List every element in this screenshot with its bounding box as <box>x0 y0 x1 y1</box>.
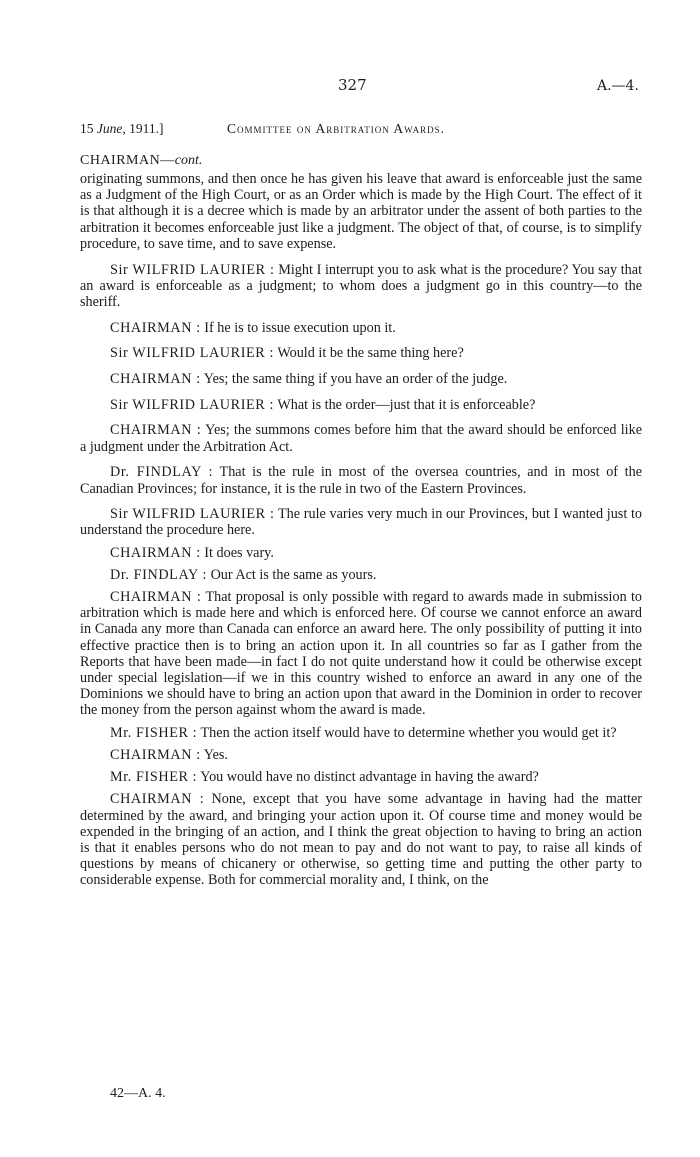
speaker-name: CHAIRMAN : <box>110 791 205 808</box>
paragraph-text: The rule varies very much in our Provinces, but I wanted just to understand the procedure here. <box>80 506 642 539</box>
speaker-heading-cont: cont. <box>174 153 203 168</box>
paragraph-text: Might I interrupt you to ask what is the procedure? You say that an award is enforceable as a judgment; to whom does a judgment go in this country—to the sheriff. <box>80 261 643 310</box>
paragraph-text: It does vary. <box>204 544 274 561</box>
paragraph <box>80 506 642 538</box>
paragraph <box>80 320 642 336</box>
paragraph <box>80 464 642 496</box>
paragraph <box>80 791 642 888</box>
paragraph-text: That is the rule in most of the oversea countries, and in most of the Canadian Provinces; for instance, it is the rule in two of the Eastern Provinces. <box>80 464 642 497</box>
document-reference: A.—4. <box>597 78 639 94</box>
paragraph <box>80 371 642 387</box>
paragraph <box>80 747 642 763</box>
speaker-name: CHAIRMAN : <box>110 544 201 561</box>
paragraph <box>80 345 642 361</box>
paragraph <box>80 262 642 311</box>
speaker-name: Sir WILFRID LAURIER : <box>110 261 275 278</box>
page-number: 327 <box>338 76 367 94</box>
continued-speaker-heading <box>80 153 202 169</box>
committee-title: Committee on Arbitration Awards. <box>227 121 446 136</box>
speaker-name: Sir WILFRID LAURIER : <box>110 345 275 362</box>
paragraph-text: Then the action itself would have to determine whether you would get it? <box>200 724 617 741</box>
paragraph-text: Yes; the summons comes before him that the award should be enforced like a judgment under the Arbitration Act. <box>80 422 642 455</box>
date-year: , 1911.] <box>122 121 164 136</box>
speaker-name: Sir WILFRID LAURIER : <box>110 506 275 523</box>
speaker-name: Mr. FISHER : <box>110 769 198 786</box>
paragraph-text: What is the order—just that it is enforceable? <box>277 396 536 413</box>
speaker-name: CHAIRMAN : <box>110 319 201 336</box>
paragraph-text: If he is to issue execution upon it. <box>204 319 396 336</box>
paragraph <box>80 769 642 785</box>
speaker-name: Mr. FISHER : <box>110 724 198 741</box>
running-head <box>80 121 640 137</box>
speaker-name: Dr. FINDLAY : <box>110 464 214 481</box>
paragraph-text: originating summons, and then once he has given his leave that award is enforceable just the same as a Judgment of the High Court, or as an Order which is made by the High Court. The effect of it is that although it is a decree which is made by an arbitrator under the assent of both parties to the arbitration it becomes enforceable just like a judgment. The object of that, of course, is to simplify procedure, to save time, and to save expense. <box>80 171 642 252</box>
paragraph <box>80 545 642 561</box>
date-month: June <box>96 121 123 136</box>
paragraph <box>80 725 642 741</box>
speaker-name: Sir WILFRID LAURIER : <box>110 396 275 413</box>
sitting-date <box>80 121 163 136</box>
speaker-name: CHAIRMAN : <box>110 746 201 763</box>
paragraph <box>80 422 642 454</box>
speaker-name: CHAIRMAN : <box>110 589 202 606</box>
paragraph-text: Would it be the same thing here? <box>277 345 464 362</box>
paragraph-text: That proposal is only possible with regard to awards made in submission to arbitration which is made here and which is enforced here. Of course we cannot enforce an award in Canada any more than Canada can enforce an award here. The only possibility of putting it into effective practice then is to bring an action upon it. In all countries so far as I gather from the Reports that have been made—in fact I do not quite understand how it could be otherwise except under special legislation—if we in this country wished to enforce an award in any one of the Dominions we should have to bring an action upon that award in the Dominion in order to recover the money from the person against whom the award is made. <box>80 589 642 719</box>
paragraph <box>80 171 642 252</box>
speaker-name: Dr. FINDLAY : <box>110 566 208 583</box>
speaker-name: CHAIRMAN : <box>110 422 202 439</box>
paragraph-text: Yes. <box>203 746 228 763</box>
paragraph <box>80 589 642 719</box>
speaker-name: CHAIRMAN : <box>110 371 201 388</box>
paragraph-text: Yes; the same thing if you have an order of the judge. <box>203 371 508 388</box>
paragraph <box>80 397 642 413</box>
paragraph <box>80 567 642 583</box>
paragraph-text: None, except that you have some advantage in having had the matter determined by the award, and bringing your action upon it. Of course time and money would be expended in the bringing of an action, and I think the great objection to having to bring an action is that it enables persons who do not mean to pay and do not want to pay, to raise all kinds of questions by means of chicanery or otherwise, so getting time and putting the other party to considerable expense. Both for commercial morality and, I think, on the <box>80 791 642 889</box>
speaker-heading-name: CHAIRMAN— <box>80 153 175 168</box>
date-day: 15 <box>80 121 97 136</box>
transcript-body <box>80 171 642 895</box>
paragraph-text: You would have no distinct advantage in having the award? <box>200 769 539 786</box>
paragraph-text: Our Act is the same as yours. <box>210 566 377 583</box>
printer-signature: 42—A. 4. <box>110 1086 166 1101</box>
